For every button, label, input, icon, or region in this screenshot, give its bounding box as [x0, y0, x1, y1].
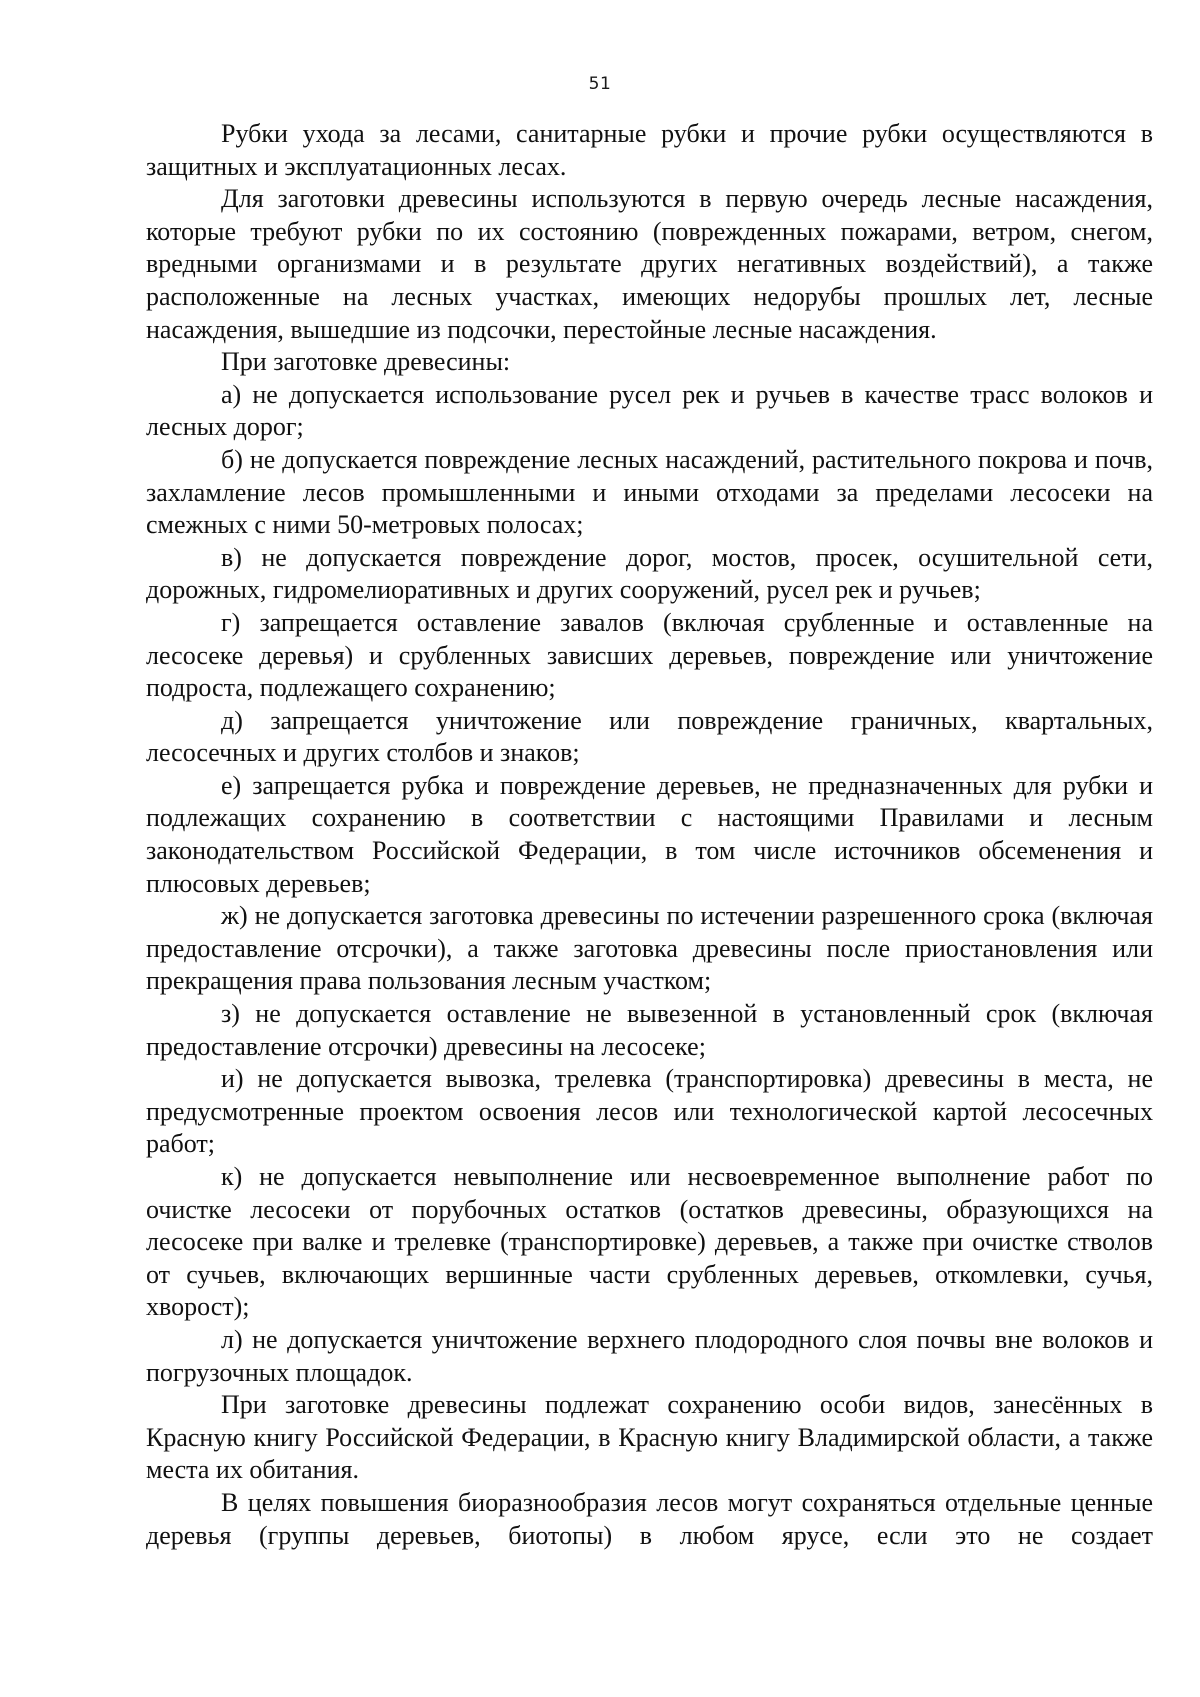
list-item-k: к) не допускается невыполнение или несвоевременное выполнение работ по очистке лесосеки от порубочных остатков (остатков древесины, образующихся на лесосеке при валке и трелевке (транспортировке) деревьев, а также при очистке стволов от сучьев, включающих вершинные части срубленных деревьев, откомлевки, сучья, хворост);: [146, 1162, 1153, 1322]
list-item-a: а) не допускается использование русел рек и ручьев в качестве трасс волоков и лесных дорог;: [146, 379, 1153, 442]
paragraph-biodiversity: В целях повышения биоразнообразия лесов могут сохраняться отдельные ценные деревья (группы деревьев, биотопы) в любом ярусе, если это не создает: [146, 1487, 1153, 1550]
paragraph-red-book: При заготовке древесины подлежат сохранению особи видов, занесённых в Красную книгу Российской Федерации, в Красную книгу Владимирской области, а также места их обитания.: [146, 1390, 1153, 1485]
list-item-b: б) не допускается повреждение лесных насаждений, растительного покрова и почв, захламление лесов промышленными и иными отходами за пределами лесосеки на смежных с ними 50-метровых полосах;: [146, 444, 1153, 540]
document-body: [146, 118, 1153, 1552]
list-item-v: в) не допускается повреждение дорог, мостов, просек, осушительной сети, дорожных, гидромелиоративных и других сооружений, русел рек и ручьев;: [146, 542, 1153, 605]
list-item-e: е) запрещается рубка и повреждение деревьев, не предназначенных для рубки и подлежащих сохранению в соответствии с настоящими Правилами и лесным законодательством Российской Федерации, в том числе источников обсеменения и плюсовых деревьев;: [146, 770, 1153, 898]
list-item-d: д) запрещается уничтожение или повреждение граничных, квартальных, лесосечных и других столбов и знаков;: [146, 705, 1153, 768]
list-item-l: л) не допускается уничтожение верхнего плодородного слоя почвы вне волоков и погрузочных площадок.: [146, 1324, 1153, 1387]
list-item-g: г) запрещается оставление завалов (включая срубленные и оставленные на лесосеке деревья) и срубленных зависших деревьев, повреждение или уничтожение подроста, подлежащего сохранению;: [146, 607, 1153, 703]
paragraph-1: Рубки ухода за лесами, санитарные рубки и прочие рубки осуществляются в защитных и эксплуатационных лесах.: [146, 119, 1153, 181]
list-item-zh: ж) не допускается заготовка древесины по истечении разрешенного срока (включая предоставление отсрочки), а также заготовка древесины после приостановления или прекращения права пользования лесным участком;: [146, 901, 1153, 996]
list-item-z: з) не допускается оставление не вывезенной в установленный срок (включая предоставление отсрочки) древесины на лесосеке;: [146, 999, 1153, 1061]
list-item-i: и) не допускается вывозка, трелевка (транспортировка) древесины в места, не предусмотренные проектом освоения лесов или технологической картой лесосечных работ;: [146, 1064, 1153, 1159]
paragraph-2: Для заготовки древесины используются в первую очередь лесные насаждения, которые требуют рубки по их состоянию (поврежденных пожарами, ветром, снегом, вредными организмами и в результате других негативных воздействий), а также расположенные на лесных участках, имеющих недорубы прошлых лет, лесные насаждения, вышедшие из подсочки, перестойные лесные насаждения.: [146, 184, 1153, 344]
page-number: 51: [588, 74, 612, 94]
paragraph-3: При заготовке древесины:: [221, 347, 511, 377]
